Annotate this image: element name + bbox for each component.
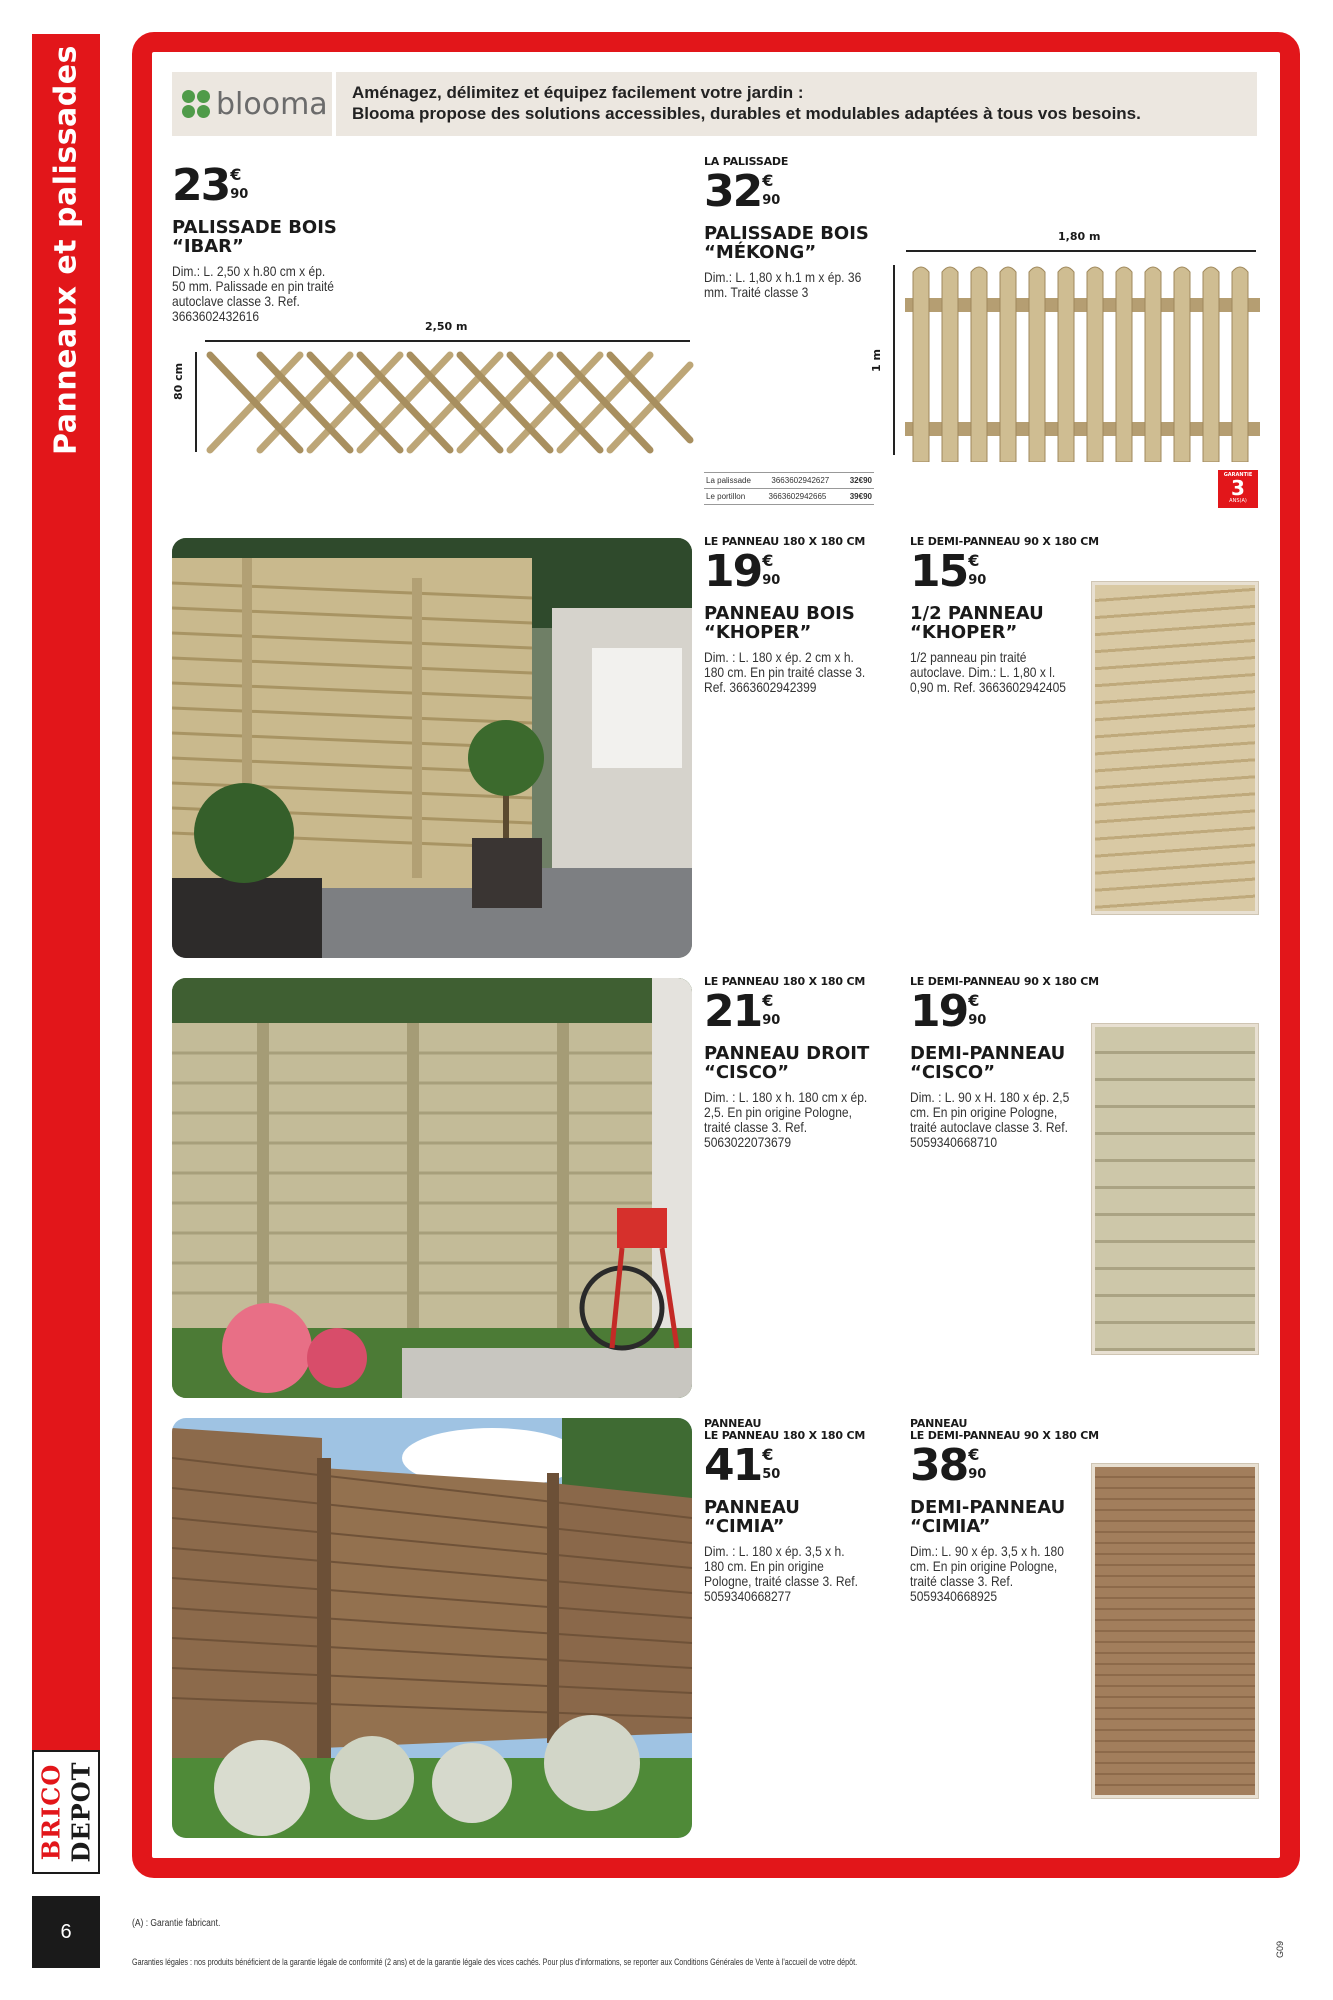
width-label: 1,80 m bbox=[1058, 230, 1101, 243]
ref-price: 32€90 bbox=[849, 476, 872, 485]
section-title: Panneaux et palissades bbox=[48, 45, 84, 455]
ibar-lattice-image bbox=[205, 350, 695, 455]
product-name bbox=[910, 604, 1120, 642]
brand-line1: BRICO bbox=[36, 1763, 66, 1861]
product-name bbox=[704, 1044, 904, 1082]
product-description: Dim. : L. 180 x ép. 2 cm x h. 180 cm. En pin traité classe 3. Ref. 3663602942399 bbox=[704, 649, 866, 695]
mekong-reference-table bbox=[704, 472, 874, 505]
price-integer: 15 bbox=[910, 546, 968, 597]
product-name bbox=[704, 604, 904, 642]
blooma-flower-icon bbox=[182, 90, 210, 118]
width-label: 2,50 m bbox=[425, 320, 468, 333]
cimia-garden-photo bbox=[172, 1418, 692, 1838]
width-arrow bbox=[906, 250, 1256, 252]
banner-separator bbox=[332, 72, 336, 136]
price-cents: 90 bbox=[968, 1467, 987, 1482]
table-row bbox=[704, 472, 874, 488]
price-currency: € bbox=[762, 171, 774, 190]
product-name-line1: PANNEAU bbox=[704, 1497, 800, 1518]
brico-depot-logo bbox=[32, 1750, 100, 1874]
catalogue-code: G09 bbox=[1275, 1940, 1285, 1958]
price-integer: 32 bbox=[704, 166, 762, 217]
product-cisco-half bbox=[910, 976, 1120, 1150]
product-name-line2: “CIMIA” bbox=[704, 1516, 785, 1537]
brand-line2: DEPOT bbox=[66, 1761, 96, 1863]
product-khoper-half bbox=[910, 536, 1120, 695]
product-description: Dim. : L. 180 x ép. 3,5 x h. 180 cm. En pin origine Pologne, traité classe 3. Ref. 5059340668277 bbox=[704, 1543, 858, 1604]
page-number: 6 bbox=[32, 1896, 100, 1968]
product-name-line2: “KHOPER” bbox=[704, 622, 812, 643]
height-arrow bbox=[195, 352, 197, 452]
ref-code: 3663602942665 bbox=[768, 492, 827, 501]
price bbox=[704, 986, 904, 1037]
product-kicker: LE PANNEAU 180 X 180 CM bbox=[704, 535, 866, 548]
product-description: 1/2 panneau pin traité autoclave. Dim.: L. 1,80 x l. 0,90 m. Ref. 3663602942405 bbox=[910, 649, 1066, 695]
price bbox=[910, 986, 1120, 1037]
guarantee-years: 3 bbox=[1231, 476, 1245, 500]
product-khoper bbox=[704, 536, 904, 695]
guarantee-title: GARANTIE bbox=[1223, 472, 1253, 478]
height-label: 80 cm bbox=[172, 362, 185, 400]
ref-label: La palissade bbox=[706, 476, 751, 485]
product-kicker: LE DEMI-PANNEAU 90 X 180 CM bbox=[910, 535, 1099, 548]
product-description: Dim.: L. 90 x ép. 3,5 x h. 180 cm. En pin origine Pologne, traité classe 3. Ref. 5059340668925 bbox=[910, 1543, 1064, 1604]
price-integer: 38 bbox=[910, 1440, 968, 1491]
height-arrow bbox=[893, 265, 895, 455]
product-kicker: LE DEMI-PANNEAU 90 X 180 CM bbox=[910, 975, 1099, 988]
price-cents: 90 bbox=[968, 1013, 987, 1028]
price-cents: 90 bbox=[968, 573, 987, 588]
height-label: 1 m bbox=[870, 349, 883, 372]
blooma-banner bbox=[172, 72, 1257, 136]
price-currency: € bbox=[762, 1445, 774, 1464]
khoper-half-panel-image bbox=[1092, 582, 1258, 914]
product-name bbox=[704, 224, 904, 262]
price-cents: 90 bbox=[762, 1013, 781, 1028]
price-currency: € bbox=[968, 991, 980, 1010]
product-name-line2: “CIMIA” bbox=[910, 1516, 991, 1537]
product-name-line2: “CISCO” bbox=[910, 1062, 996, 1083]
price-cents: 90 bbox=[230, 187, 249, 202]
price bbox=[910, 1440, 1120, 1491]
product-description: Dim. : L. 180 x h. 180 cm x ép. 2,5. En pin origine Pologne, traité classe 3. Ref. 5063022073679 bbox=[704, 1089, 868, 1150]
product-name-line1: 1/2 PANNEAU bbox=[910, 603, 1044, 624]
product-name-line2: “IBAR” bbox=[172, 236, 244, 257]
product-description: Dim.: L. 2,50 x h.80 cm x ép. 50 mm. Palissade en pin traité autoclave classe 3. Ref. 3663602432616 bbox=[172, 263, 334, 324]
product-description: Dim. : L. 90 x H. 180 x ép. 2,5 cm. En pin origine Pologne, traité autoclave classe 3. Ref. 5059340668710 bbox=[910, 1089, 1070, 1150]
ref-code: 3663602942627 bbox=[771, 476, 830, 485]
ref-label: Le portillon bbox=[706, 492, 746, 501]
cisco-garden-photo bbox=[172, 978, 692, 1398]
price-integer: 19 bbox=[704, 546, 762, 597]
product-kicker: LE PANNEAU 180 X 180 CM bbox=[704, 1429, 866, 1442]
product-kicker: LE DEMI-PANNEAU 90 X 180 CM bbox=[910, 1429, 1099, 1442]
product-cisco bbox=[704, 976, 904, 1150]
product-name-line1: DEMI-PANNEAU bbox=[910, 1043, 1066, 1064]
price bbox=[704, 1440, 904, 1491]
price-currency: € bbox=[968, 551, 980, 570]
ref-price: 39€90 bbox=[849, 492, 872, 501]
product-name-line1: PALISSADE BOIS bbox=[704, 223, 869, 244]
guarantee-unit: ANS(A) bbox=[1229, 498, 1247, 504]
banner-line2: Blooma propose des solutions accessibles, durables et modulables adaptées à tous vos besoins. bbox=[352, 104, 1141, 123]
width-arrow bbox=[205, 340, 690, 342]
price bbox=[910, 546, 1120, 597]
price-cents: 50 bbox=[762, 1467, 781, 1482]
product-cimia bbox=[704, 1418, 904, 1604]
product-name-line2: “MÉKONG” bbox=[704, 242, 817, 263]
product-name-line2: “CISCO” bbox=[704, 1062, 790, 1083]
blooma-logo bbox=[172, 72, 332, 136]
product-name-line1: PANNEAU BOIS bbox=[704, 603, 855, 624]
cimia-half-panel-image bbox=[1092, 1464, 1258, 1798]
price-integer: 21 bbox=[704, 986, 762, 1037]
product-name bbox=[172, 218, 402, 256]
price-cents: 90 bbox=[762, 573, 781, 588]
product-ibar bbox=[172, 162, 402, 324]
price bbox=[704, 546, 904, 597]
product-kicker: LE PANNEAU 180 X 180 CM bbox=[704, 975, 866, 988]
guarantee-badge bbox=[1218, 470, 1258, 508]
price-currency: € bbox=[968, 1445, 980, 1464]
price-integer: 19 bbox=[910, 986, 968, 1037]
price-integer: 23 bbox=[172, 160, 230, 211]
product-kicker: LA PALISSADE bbox=[704, 155, 789, 168]
price bbox=[704, 166, 904, 217]
mekong-picket-fence-image bbox=[905, 262, 1260, 462]
product-name-line1: PALISSADE BOIS bbox=[172, 217, 337, 238]
product-name bbox=[704, 1498, 904, 1536]
product-name bbox=[910, 1498, 1120, 1536]
product-cimia-half bbox=[910, 1418, 1120, 1604]
price-currency: € bbox=[230, 165, 242, 184]
product-mekong bbox=[704, 156, 904, 300]
price-currency: € bbox=[762, 991, 774, 1010]
banner-line1: Aménagez, délimitez et équipez facilement votre jardin : bbox=[352, 83, 804, 102]
blooma-logo-text: blooma bbox=[216, 86, 328, 122]
price-integer: 41 bbox=[704, 1440, 762, 1491]
price-cents: 90 bbox=[762, 193, 781, 208]
product-description: Dim.: L. 1,80 x h.1 m x ép. 36 mm. Traité classe 3 bbox=[704, 269, 862, 300]
product-kicker-line1: PANNEAU bbox=[704, 1417, 762, 1430]
banner-text bbox=[352, 82, 1232, 124]
product-name-line1: PANNEAU DROIT bbox=[704, 1043, 870, 1064]
product-name-line2: “KHOPER” bbox=[910, 622, 1018, 643]
legal-notice: Garanties légales : nos produits bénéficient de la garantie légale de conformité (2 ans) et de la garantie légale des vices cachés. Pour plus d'informations, se reporter aux Conditions Générales de Vente à l'accueil de votre dépôt. bbox=[132, 1957, 858, 1967]
table-row bbox=[704, 488, 874, 505]
cisco-half-panel-image bbox=[1092, 1024, 1258, 1354]
khoper-garden-photo bbox=[172, 538, 692, 958]
price-currency: € bbox=[762, 551, 774, 570]
footnote: (A) : Garantie fabricant. bbox=[132, 1918, 221, 1929]
price bbox=[172, 160, 402, 211]
product-name bbox=[910, 1044, 1120, 1082]
product-name-line1: DEMI-PANNEAU bbox=[910, 1497, 1066, 1518]
product-kicker-line1: PANNEAU bbox=[910, 1417, 968, 1430]
